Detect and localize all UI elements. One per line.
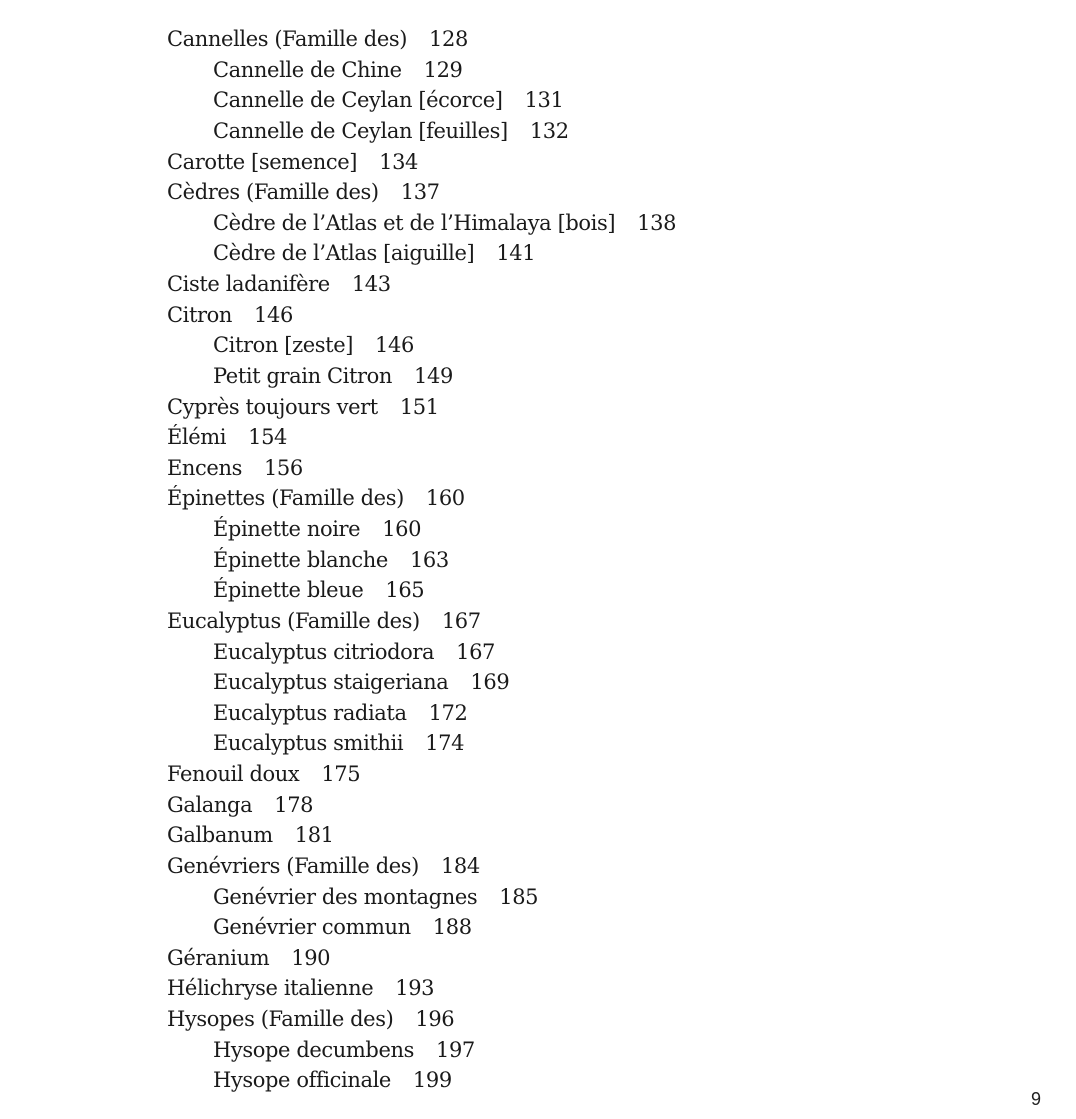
toc-entry-title: Eucalyptus (Famille des) xyxy=(167,608,420,633)
toc-entry-page: 167 xyxy=(456,639,496,664)
toc-entry-title: Ciste ladanifère xyxy=(167,272,330,296)
toc-entry xyxy=(167,973,676,1004)
toc-entry-title: Cannelles (Famille des) xyxy=(167,27,408,51)
toc-entry-title: Cannelle de Chine xyxy=(213,57,402,82)
toc-entry-page: 146 xyxy=(375,333,414,358)
toc-entry xyxy=(167,943,676,974)
toc-entry xyxy=(167,820,676,851)
toc-entry xyxy=(167,882,676,913)
toc-entry xyxy=(167,1065,676,1096)
toc-entry-title: Eucalyptus radiata xyxy=(213,700,407,725)
toc-entry xyxy=(167,1035,676,1066)
toc-entry-title: Galbanum xyxy=(167,823,273,848)
table-of-contents xyxy=(167,24,676,1096)
toc-entry-page: 129 xyxy=(423,57,463,82)
toc-entry xyxy=(167,575,676,606)
toc-entry-title: Élémi xyxy=(167,425,227,450)
toc-entry-title: Carotte [semence] xyxy=(167,149,358,174)
toc-entry xyxy=(167,55,676,86)
toc-entry-title: Eucalyptus citriodora xyxy=(213,639,435,664)
toc-entry-page: 156 xyxy=(263,455,303,480)
toc-entry-page: 196 xyxy=(415,1007,455,1031)
toc-entry xyxy=(167,667,676,698)
toc-entry-title: Encens xyxy=(167,455,242,480)
toc-entry xyxy=(167,269,676,300)
toc-entry-title: Eucalyptus staigeriana xyxy=(213,670,449,695)
toc-entry xyxy=(167,208,676,239)
toc-entry-title: Cannelle de Ceylan [écorce] xyxy=(213,88,503,113)
toc-entry xyxy=(167,24,676,55)
toc-entry xyxy=(167,912,676,943)
toc-entry xyxy=(167,116,676,147)
toc-entry-page: 178 xyxy=(274,792,314,817)
toc-entry-page: 149 xyxy=(414,363,453,388)
toc-entry xyxy=(167,453,676,484)
toc-entry-page: 172 xyxy=(428,700,468,725)
toc-entry xyxy=(167,637,676,668)
toc-entry-page: 154 xyxy=(248,425,287,450)
toc-entry-page: 138 xyxy=(637,210,677,235)
toc-entry xyxy=(167,728,676,759)
toc-entry-page: 181 xyxy=(294,823,334,848)
toc-entry-page: 190 xyxy=(291,945,331,970)
toc-entry-page: 128 xyxy=(429,27,468,51)
toc-entry xyxy=(167,361,676,392)
toc-entry-title: Genévriers (Famille des) xyxy=(167,853,419,878)
toc-entry xyxy=(167,759,676,790)
toc-entry-title: Épinette noire xyxy=(213,517,361,541)
toc-entry xyxy=(167,330,676,361)
toc-entry-page: 174 xyxy=(425,731,465,756)
toc-entry xyxy=(167,1004,676,1035)
toc-entry-title: Hysope decumbens xyxy=(213,1037,414,1062)
toc-entry-title: Cèdres (Famille des) xyxy=(167,180,379,205)
toc-entry-page: 185 xyxy=(499,884,539,909)
toc-entry-page: 132 xyxy=(529,118,569,143)
toc-entry-page: 137 xyxy=(400,180,440,205)
toc-entry-title: Citron [zeste] xyxy=(213,333,354,358)
toc-entry-page: 188 xyxy=(432,915,472,940)
toc-entry xyxy=(167,851,676,882)
toc-entry-title: Citron xyxy=(167,302,233,327)
toc-entry-page: 184 xyxy=(440,853,480,878)
toc-entry-title: Cèdre de l’Atlas et de l’Himalaya [bois] xyxy=(213,210,616,235)
toc-entry xyxy=(167,790,676,821)
toc-entry-page: 141 xyxy=(496,241,536,266)
toc-entry xyxy=(167,392,676,423)
toc-entry-page: 193 xyxy=(395,976,435,1001)
toc-entry-page: 199 xyxy=(412,1068,452,1093)
toc-entry-title: Épinette blanche xyxy=(213,547,388,572)
toc-entry-page: 134 xyxy=(379,149,418,174)
toc-entry xyxy=(167,177,676,208)
toc-entry-title: Épinette bleue xyxy=(213,578,364,603)
toc-entry-page: 143 xyxy=(351,272,391,296)
toc-entry-title: Épinettes (Famille des) xyxy=(167,486,404,511)
toc-entry-title: Galanga xyxy=(167,792,253,817)
toc-entry-page: 167 xyxy=(441,608,481,633)
toc-entry-title: Genévrier commun xyxy=(213,915,411,940)
toc-entry-page: 165 xyxy=(385,578,425,603)
toc-entry-title: Cèdre de l’Atlas [aiguille] xyxy=(213,241,475,266)
page-number: 9 xyxy=(1030,1089,1041,1109)
toc-entry-title: Cyprès toujours vert xyxy=(167,394,378,419)
toc-entry-page: 169 xyxy=(470,670,510,695)
toc-entry xyxy=(167,147,676,178)
toc-entry xyxy=(167,422,676,453)
toc-entry xyxy=(167,300,676,331)
toc-entry-title: Eucalyptus smithii xyxy=(213,731,404,756)
toc-entry-title: Genévrier des montagnes xyxy=(213,884,478,909)
toc-entry-page: 160 xyxy=(382,517,422,541)
toc-entry xyxy=(167,85,676,116)
toc-entry-page: 131 xyxy=(524,88,564,113)
toc-entry xyxy=(167,698,676,729)
toc-entry-title: Hysopes (Famille des) xyxy=(167,1007,394,1031)
toc-entry-title: Petit grain Citron xyxy=(213,363,393,388)
toc-entry-title: Cannelle de Ceylan [feuilles] xyxy=(213,118,508,143)
toc-entry xyxy=(167,238,676,269)
toc-entry-page: 197 xyxy=(436,1037,475,1062)
toc-entry xyxy=(167,514,676,545)
toc-entry-page: 160 xyxy=(425,486,465,511)
toc-entry-page: 146 xyxy=(254,302,293,327)
toc-entry-title: Hysope officinale xyxy=(213,1068,391,1093)
toc-entry xyxy=(167,483,676,514)
toc-entry-page: 163 xyxy=(409,547,449,572)
toc-entry xyxy=(167,606,676,637)
toc-entry-page: 151 xyxy=(399,394,439,419)
toc-entry-title: Hélichryse italienne xyxy=(167,976,374,1001)
toc-entry-page: 175 xyxy=(321,762,361,786)
toc-entry-title: Géranium xyxy=(167,945,270,970)
toc-entry-title: Fenouil doux xyxy=(167,762,300,786)
toc-entry xyxy=(167,545,676,576)
